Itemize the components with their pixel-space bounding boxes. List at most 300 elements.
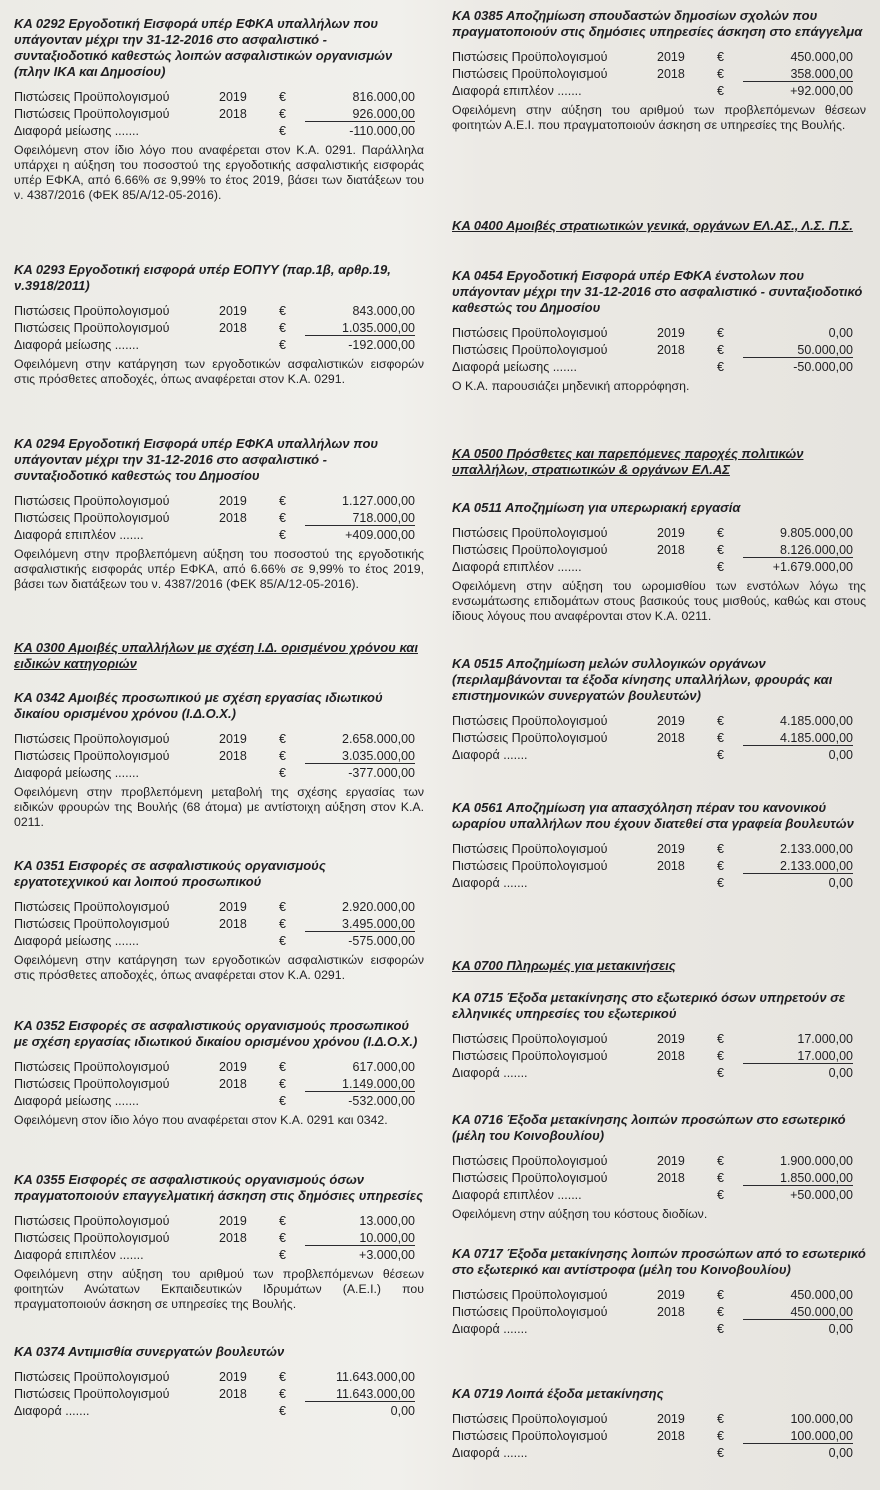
budget-item-title: ΚΑ 0385 Αποζημίωση σπουδαστών δημοσίων σχολών που πραγματοποιούν στις δημόσιες υπηρεσίες άσκηση στο επάγγελμα (452, 8, 863, 39)
row-label: Πιστώσεις Προϋπολογισμού (14, 900, 170, 914)
budget-item (452, 1112, 866, 1222)
budget-item-title: ΚΑ 0717 Έξοδα μετακίνησης λοιπών προσώπων από το εσωτερικό στο εξωτερικό και αντίστροφα (μέλη του Κοινοβουλίου) (452, 1246, 866, 1277)
row-amount: -50.000,00 (793, 360, 853, 374)
row-label: Διαφορά μείωσης ....... (452, 360, 578, 374)
group-title: ΚΑ 0400 Αμοιβές στρατιωτικών γενικά, οργάνων ΕΛ.ΑΣ., Λ.Σ. Π.Σ. (452, 218, 853, 233)
row-label: Πιστώσεις Προϋπολογισμού (452, 343, 608, 357)
row-year: 2018 (219, 107, 247, 121)
row-amount: 0,00 (828, 326, 853, 340)
budget-row (452, 526, 866, 543)
row-currency: € (717, 731, 724, 745)
row-label: Πιστώσεις Προϋπολογισμού (14, 494, 170, 508)
budget-rows (14, 1370, 424, 1421)
budget-row (452, 1154, 866, 1171)
row-label: Πιστώσεις Προϋπολογισμού (452, 67, 608, 81)
row-label: Πιστώσεις Προϋπολογισμού (14, 732, 170, 746)
row-currency: € (717, 859, 724, 873)
row-amount: 9.805.000,00 (780, 526, 853, 540)
row-year: 2018 (219, 749, 247, 763)
row-currency: € (717, 67, 724, 81)
row-amount: 0,00 (828, 748, 853, 762)
row-year: 2018 (657, 1429, 685, 1443)
row-amount: 926.000,00 (305, 107, 415, 122)
row-label: Πιστώσεις Προϋπολογισμού (452, 326, 608, 340)
budget-rows (452, 326, 866, 377)
row-amount: 816.000,00 (352, 90, 415, 104)
row-label: Διαφορά μείωσης ....... (14, 934, 140, 948)
row-amount: 358.000,00 (743, 67, 853, 82)
row-amount: 1.127.000,00 (342, 494, 415, 508)
row-label: Πιστώσεις Προϋπολογισμού (452, 1171, 608, 1185)
budget-row (452, 560, 866, 577)
row-currency: € (279, 494, 286, 508)
budget-group-heading (452, 218, 866, 234)
row-amount: 100.000,00 (790, 1412, 853, 1426)
row-amount: 1.035.000,00 (305, 321, 415, 336)
row-label: Διαφορά ....... (452, 1066, 528, 1080)
budget-row (452, 1066, 866, 1083)
row-currency: € (717, 326, 724, 340)
row-year: 2019 (657, 50, 685, 64)
budget-rows (14, 1214, 424, 1265)
row-year: 2019 (219, 1060, 247, 1074)
explanatory-note: Οφειλόμενη στην αύξηση του κόστους διοδίων. (452, 1207, 708, 1221)
budget-item-title: ΚΑ 0719 Λοιπά έξοδα μετακίνησης (452, 1386, 664, 1401)
row-amount: +50.000,00 (790, 1188, 853, 1202)
row-year: 2018 (657, 731, 685, 745)
budget-rows (452, 1154, 866, 1205)
budget-row (14, 917, 424, 934)
budget-rows (14, 1060, 424, 1111)
row-currency: € (279, 766, 286, 780)
row-currency: € (279, 90, 286, 104)
row-amount: 0,00 (828, 1322, 853, 1336)
budget-row (452, 50, 866, 67)
explanatory-note: Οφειλόμενη στην κατάργηση των εργοδοτικών ασφαλιστικών εισφορών στις πρόσθετες αποδοχές, όπως αναφέρεται στον Κ.Α. 0291. (14, 357, 424, 386)
row-label: Πιστώσεις Προϋπολογισμού (14, 1214, 170, 1228)
row-label: Πιστώσεις Προϋπολογισμού (14, 321, 170, 335)
budget-rows (452, 50, 866, 101)
budget-rows (452, 1032, 866, 1083)
budget-row (14, 304, 424, 321)
row-label: Πιστώσεις Προϋπολογισμού (452, 859, 608, 873)
row-amount: 11.643.000,00 (305, 1387, 415, 1402)
row-label: Διαφορά ....... (14, 1404, 90, 1418)
explanatory-note: Οφειλόμενη στην κατάργηση των εργοδοτικών ασφαλιστικών εισφορών στις πρόσθετες αποδοχές, όπως αναφέρεται στον Κ.Α. 0291. (14, 953, 424, 982)
row-year: 2019 (219, 1370, 247, 1384)
row-amount: 0,00 (390, 1404, 415, 1418)
row-year: 2018 (219, 1231, 247, 1245)
budget-rows (452, 842, 866, 893)
budget-row (452, 343, 866, 360)
group-title: ΚΑ 0300 Αμοιβές υπαλλήλων με σχέση Ι.Δ. ορισμένου χρόνου και ειδικών κατηγοριών (14, 640, 418, 671)
row-year: 2019 (657, 1154, 685, 1168)
explanatory-note: Οφειλόμενη στην αύξηση του αριθμού των προβλεπόμενων θέσεων φοιτητών Α.Ε.Ι. που πραγματοποιούν άσκηση σε υπηρεσίες της Βουλής. (452, 103, 866, 132)
row-currency: € (279, 107, 286, 121)
row-amount: 2.133.000,00 (743, 859, 853, 874)
explanatory-note: Οφειλόμενη στην προβλεπόμενη μεταβολή της σχέσης εργασίας των ειδικών φρουρών της Βουλής (68 άτομα) με αντίστοιχη αύξηση στον Κ.Α. 0211. (14, 785, 424, 829)
budget-item-title: ΚΑ 0351 Εισφορές σε ασφαλιστικούς οργανισμούς εργατοτεχνικού και λοιπού προσωπικού (14, 858, 326, 889)
row-currency: € (717, 714, 724, 728)
budget-rows (14, 900, 424, 951)
budget-row (14, 1248, 424, 1265)
budget-rows (452, 1412, 866, 1463)
row-year: 2018 (657, 343, 685, 357)
budget-row (452, 731, 866, 748)
row-currency: € (717, 560, 724, 574)
row-currency: € (717, 1288, 724, 1302)
row-amount: 0,00 (828, 1446, 853, 1460)
budget-item (14, 1344, 424, 1421)
budget-item (14, 262, 424, 387)
row-amount: 2.920.000,00 (342, 900, 415, 914)
budget-rows (14, 90, 424, 141)
explanatory-note: Οφειλόμενη στην αύξηση του ωρομισθίου των ενστόλων λόγω της ενσωμάτωσης επιδομάτων στους βασικούς τους μισθούς, καθώς και στους ίδιους λόγους που αναφέρονται στον Κ.Α. 0211. (452, 579, 866, 623)
row-label: Πιστώσεις Προϋπολογισμού (452, 1032, 608, 1046)
row-amount: 1.850.000,00 (743, 1171, 853, 1186)
row-amount: 450.000,00 (790, 1288, 853, 1302)
row-currency: € (717, 1446, 724, 1460)
budget-item-title: ΚΑ 0292 Εργοδοτική Εισφορά υπέρ ΕΦΚΑ υπαλλήλων που υπάγονταν μέχρι την 31-12-2016 στο ασφαλιστικό - συνταξιοδοτικό καθεστώς λοιπών ασφαλιστικών οργανισμών (πλην ΙΚΑ και Δημοσίου) (14, 16, 393, 79)
row-amount: 0,00 (828, 876, 853, 890)
budget-item (452, 268, 866, 394)
budget-item-title: ΚΑ 0511 Αποζημίωση για υπερωριακή εργασία (452, 500, 741, 515)
row-currency: € (279, 732, 286, 746)
row-amount: 8.126.000,00 (743, 543, 853, 558)
row-amount: 2.658.000,00 (342, 732, 415, 746)
row-label: Πιστώσεις Προϋπολογισμού (14, 1060, 170, 1074)
row-currency: € (279, 1248, 286, 1262)
row-year: 2018 (219, 1387, 247, 1401)
budget-row (452, 1412, 866, 1429)
row-year: 2019 (219, 90, 247, 104)
row-currency: € (279, 511, 286, 525)
row-currency: € (717, 842, 724, 856)
row-year: 2019 (657, 1032, 685, 1046)
budget-item-title: ΚΑ 0342 Αμοιβές προσωπικού με σχέση εργασίας ιδιωτικού δικαίου ορισμένου χρόνου (Ι.Δ.Ο.Χ.) (14, 690, 383, 721)
row-amount: 843.000,00 (352, 304, 415, 318)
budget-row (452, 714, 866, 731)
budget-row (452, 842, 866, 859)
budget-item-title: ΚΑ 0374 Αντιμισθία συνεργατών βουλευτών (14, 1344, 285, 1359)
budget-rows (452, 714, 866, 765)
budget-item (452, 1386, 866, 1463)
row-label: Διαφορά ....... (452, 1322, 528, 1336)
budget-row (14, 338, 424, 355)
row-amount: -377.000,00 (348, 766, 415, 780)
budget-row (14, 749, 424, 766)
budget-group-heading (452, 958, 866, 974)
row-label: Πιστώσεις Προϋπολογισμού (14, 749, 170, 763)
row-amount: 4.185.000,00 (780, 714, 853, 728)
row-label: Πιστώσεις Προϋπολογισμού (14, 1231, 170, 1245)
row-label: Πιστώσεις Προϋπολογισμού (14, 1387, 170, 1401)
row-label: Διαφορά μείωσης ....... (14, 1094, 140, 1108)
row-amount: 100.000,00 (743, 1429, 853, 1444)
row-currency: € (279, 1060, 286, 1074)
budget-row (452, 859, 866, 876)
budget-row (14, 528, 424, 545)
row-year: 2018 (657, 67, 685, 81)
explanatory-note: Οφειλόμενη στον ίδιο λόγο που αναφέρεται στον Κ.Α. 0291. Παράλληλα υπάρχει η αύξηση του ποσοστού της εργοδοτικής ασφαλιστικής εισφοράς υπέρ ΕΦΚΑ, από 6.66% σε 9,99% το έτος 2019, βάσει των διατάξεων του ν. 4387/2016 (ΦΕΚ 85/Α/12-05-2016). (14, 143, 424, 202)
budget-item-title: ΚΑ 0454 Εργοδοτική Εισφορά υπέρ ΕΦΚΑ ένστολων που υπάγονταν μέχρι την 31-12-2016 στο ασφαλιστικό - συνταξιοδοτικό καθεστώς του Δημοσίου (452, 268, 863, 315)
budget-item (14, 16, 424, 203)
row-label: Διαφορά επιπλέον ....... (14, 528, 144, 542)
budget-item (14, 1172, 424, 1312)
row-amount: 450.000,00 (743, 1305, 853, 1320)
budget-item (452, 990, 866, 1083)
row-label: Πιστώσεις Προϋπολογισμού (452, 1429, 608, 1443)
row-year: 2018 (219, 917, 247, 931)
group-title: ΚΑ 0500 Πρόσθετες και παρεπόμενες παροχές πολιτικών υπαλλήλων, στρατιωτικών & οργάνων ΕΛ.ΑΣ (452, 446, 804, 477)
row-currency: € (279, 1077, 286, 1091)
budget-row (452, 1188, 866, 1205)
row-amount: 1.149.000,00 (305, 1077, 415, 1092)
budget-item-title: ΚΑ 0352 Εισφορές σε ασφαλιστικούς οργανισμούς προσωπικού με σχέση εργασίας ιδιωτικού δικαίου ορισμένου χρόνου (Ι.Δ.Ο.Χ.) (14, 1018, 418, 1049)
row-amount: +409.000,00 (345, 528, 415, 542)
budget-row (14, 766, 424, 783)
row-label: Πιστώσεις Προϋπολογισμού (452, 1412, 608, 1426)
row-year: 2018 (657, 1171, 685, 1185)
budget-row (452, 876, 866, 893)
budget-row (14, 90, 424, 107)
row-label: Διαφορά μείωσης ....... (14, 766, 140, 780)
budget-item-title: ΚΑ 0561 Αποζημίωση για απασχόληση πέραν του κανονικού ωραρίου υπαλλήλων που έχουν διατεθεί στα γραφεία βουλευτών (452, 800, 854, 831)
row-label: Πιστώσεις Προϋπολογισμού (14, 917, 170, 931)
row-label: Διαφορά ....... (452, 748, 528, 762)
row-amount: -532.000,00 (348, 1094, 415, 1108)
row-amount: +1.679.000,00 (772, 560, 853, 574)
budget-group-heading (14, 640, 424, 672)
row-label: Πιστώσεις Προϋπολογισμού (452, 526, 608, 540)
row-year: 2019 (219, 732, 247, 746)
budget-item-title: ΚΑ 0716 Έξοδα μετακίνησης λοιπών προσώπων στο εσωτερικό (μέλη του Κοινοβουλίου) (452, 1112, 846, 1143)
row-currency: € (279, 1387, 286, 1401)
row-label: Πιστώσεις Προϋπολογισμού (14, 90, 170, 104)
row-currency: € (717, 1322, 724, 1336)
row-currency: € (717, 1171, 724, 1185)
row-currency: € (279, 1404, 286, 1418)
row-label: Διαφορά μείωσης ....... (14, 338, 140, 352)
budget-row (452, 1171, 866, 1188)
row-currency: € (717, 1032, 724, 1046)
row-label: Πιστώσεις Προϋπολογισμού (452, 1049, 608, 1063)
budget-row (452, 67, 866, 84)
row-label: Πιστώσεις Προϋπολογισμού (14, 1370, 170, 1384)
row-label: Πιστώσεις Προϋπολογισμού (452, 1305, 608, 1319)
row-currency: € (717, 1154, 724, 1168)
budget-row (452, 360, 866, 377)
row-label: Πιστώσεις Προϋπολογισμού (14, 1077, 170, 1091)
budget-item (452, 1246, 866, 1339)
budget-row (14, 1231, 424, 1248)
budget-row (452, 1032, 866, 1049)
row-currency: € (279, 1231, 286, 1245)
row-label: Διαφορά επιπλέον ....... (14, 1248, 144, 1262)
row-currency: € (717, 526, 724, 540)
row-amount: 11.643.000,00 (335, 1370, 415, 1384)
budget-item (14, 1018, 424, 1128)
row-currency: € (717, 1429, 724, 1443)
row-label: Πιστώσεις Προϋπολογισμού (452, 842, 608, 856)
budget-row (452, 1322, 866, 1339)
row-amount: -192.000,00 (348, 338, 415, 352)
budget-item (452, 656, 866, 765)
row-year: 2019 (657, 1288, 685, 1302)
row-currency: € (717, 876, 724, 890)
row-year: 2019 (219, 900, 247, 914)
budget-row (14, 511, 424, 528)
budget-item-title: ΚΑ 0515 Αποζημίωση μελών συλλογικών οργάνων (περιλαμβάνονται τα έξοδα κίνησης υπαλλήλων, φρουράς και επιστημονικών συνεργατών βουλευτών) (452, 656, 833, 703)
row-label: Διαφορά επιπλέον ....... (452, 84, 582, 98)
budget-item (14, 690, 424, 830)
row-label: Διαφορά μείωσης ....... (14, 124, 140, 138)
budget-row (14, 107, 424, 124)
budget-item (14, 858, 424, 983)
row-currency: € (279, 528, 286, 542)
row-label: Διαφορά επιπλέον ....... (452, 1188, 582, 1202)
row-amount: 2.133.000,00 (780, 842, 853, 856)
row-label: Πιστώσεις Προϋπολογισμού (14, 304, 170, 318)
row-label: Πιστώσεις Προϋπολογισμού (452, 50, 608, 64)
row-amount: 10.000,00 (305, 1231, 415, 1246)
row-currency: € (279, 304, 286, 318)
row-year: 2019 (219, 1214, 247, 1228)
budget-row (14, 1404, 424, 1421)
row-year: 2019 (657, 526, 685, 540)
budget-row (452, 1049, 866, 1066)
budget-row (452, 1305, 866, 1322)
budget-row (14, 1387, 424, 1404)
row-currency: € (279, 900, 286, 914)
budget-row (452, 84, 866, 101)
row-label: Πιστώσεις Προϋπολογισμού (452, 714, 608, 728)
row-label: Πιστώσεις Προϋπολογισμού (14, 107, 170, 121)
row-currency: € (717, 1305, 724, 1319)
row-currency: € (279, 1370, 286, 1384)
budget-rows (452, 526, 866, 577)
row-currency: € (717, 1188, 724, 1202)
row-year: 2018 (657, 543, 685, 557)
explanatory-note: Οφειλόμενη στον ίδιο λόγο που αναφέρεται στον Κ.Α. 0291 και 0342. (14, 1113, 388, 1127)
budget-row (452, 748, 866, 765)
row-amount: 13.000,00 (359, 1214, 415, 1228)
explanatory-note: Οφειλόμενη στην προβλεπόμενη αύξηση του ποσοστού της εργοδοτικής ασφαλιστικής εισφοράς υπέρ ΕΦΚΑ, από 6.66% σε 9,99% το έτος 2019, βάσει των διατάξεων του ν. 4387/2016 (ΦΕΚ 85/Α/12-05-2016). (14, 547, 424, 591)
budget-item (452, 8, 866, 133)
budget-rows (14, 732, 424, 783)
budget-row (452, 543, 866, 560)
row-currency: € (279, 1094, 286, 1108)
row-currency: € (717, 1412, 724, 1426)
row-amount: -575.000,00 (348, 934, 415, 948)
row-year: 2019 (219, 304, 247, 318)
row-label: Πιστώσεις Προϋπολογισμού (452, 1288, 608, 1302)
row-year: 2019 (219, 494, 247, 508)
budget-row (14, 494, 424, 511)
row-amount: 3.035.000,00 (305, 749, 415, 764)
row-currency: € (717, 50, 724, 64)
budget-row (14, 1214, 424, 1231)
row-currency: € (279, 338, 286, 352)
row-label: Διαφορά επιπλέον ....... (452, 560, 582, 574)
group-title: ΚΑ 0700 Πληρωμές για μετακινήσεις (452, 958, 676, 973)
explanatory-note: Οφειλόμενη στην αύξηση του αριθμού των προβλεπόμενων θέσεων φοιτητών Ανώτατων Εκπαιδευτικών Ιδρυμάτων (Α.Ε.Ι.) που πραγματοποιούν άσκηση σε υπηρεσίες της Βουλής. (14, 1267, 424, 1311)
row-amount: 3.495.000,00 (305, 917, 415, 932)
budget-row (14, 934, 424, 951)
row-year: 2018 (219, 321, 247, 335)
row-currency: € (279, 934, 286, 948)
budget-row (452, 1288, 866, 1305)
row-label: Πιστώσεις Προϋπολογισμού (14, 511, 170, 525)
budget-item (452, 500, 866, 624)
budget-row (14, 732, 424, 749)
budget-item-title: ΚΑ 0715 Έξοδα μετακίνησης στο εξωτερικό όσων υπηρετούν σε ελληνικές υπηρεσίες του εξωτερικού (452, 990, 846, 1021)
row-currency: € (717, 543, 724, 557)
row-amount: +3.000,00 (359, 1248, 415, 1262)
budget-rows (14, 494, 424, 545)
row-currency: € (279, 321, 286, 335)
budget-row (14, 1077, 424, 1094)
budget-row (14, 1060, 424, 1077)
row-currency: € (279, 124, 286, 138)
budget-row (14, 900, 424, 917)
row-amount: 17.000,00 (797, 1032, 853, 1046)
budget-item-title: ΚΑ 0293 Εργοδοτική εισφορά υπέρ ΕΟΠΥΥ (παρ.1β, αρθρ.19, ν.3918/2011) (14, 262, 391, 293)
row-currency: € (717, 84, 724, 98)
row-year: 2018 (657, 1305, 685, 1319)
row-year: 2018 (657, 859, 685, 873)
row-amount: 718.000,00 (305, 511, 415, 526)
row-currency: € (717, 1066, 724, 1080)
row-year: 2019 (657, 1412, 685, 1426)
row-amount: 450.000,00 (790, 50, 853, 64)
budget-item (14, 436, 424, 592)
budget-item-title: ΚΑ 0355 Εισφορές σε ασφαλιστικούς οργανισμούς όσων πραγματοποιούν επαγγελματική άσκηση στις δημόσιες υπηρεσίες (14, 1172, 424, 1203)
budget-row (14, 1094, 424, 1111)
row-amount: 617.000,00 (352, 1060, 415, 1074)
row-label: Διαφορά ....... (452, 876, 528, 890)
row-label: Πιστώσεις Προϋπολογισμού (452, 1154, 608, 1168)
row-currency: € (717, 343, 724, 357)
row-amount: -110.000,00 (349, 124, 415, 138)
row-currency: € (717, 748, 724, 762)
row-amount: +92.000,00 (790, 84, 853, 98)
row-currency: € (279, 1214, 286, 1228)
row-amount: 50.000,00 (743, 343, 853, 358)
row-amount: 17.000,00 (743, 1049, 853, 1064)
budget-group-heading (452, 446, 866, 478)
budget-item (452, 800, 866, 893)
budget-row (14, 1370, 424, 1387)
row-year: 2019 (657, 842, 685, 856)
row-label: Πιστώσεις Προϋπολογισμού (452, 543, 608, 557)
row-label: Διαφορά ....... (452, 1446, 528, 1460)
row-amount: 0,00 (828, 1066, 853, 1080)
row-year: 2019 (657, 326, 685, 340)
budget-row (452, 326, 866, 343)
budget-row (452, 1429, 866, 1446)
row-currency: € (717, 1049, 724, 1063)
row-year: 2018 (219, 511, 247, 525)
row-amount: 1.900.000,00 (780, 1154, 853, 1168)
budget-row (452, 1446, 866, 1463)
budget-rows (14, 304, 424, 355)
row-label: Πιστώσεις Προϋπολογισμού (452, 731, 608, 745)
row-amount: 4.185.000,00 (743, 731, 853, 746)
row-year: 2018 (219, 1077, 247, 1091)
explanatory-note: Ο Κ.Α. παρουσιάζει μηδενική απορρόφηση. (452, 379, 690, 393)
row-currency: € (279, 749, 286, 763)
